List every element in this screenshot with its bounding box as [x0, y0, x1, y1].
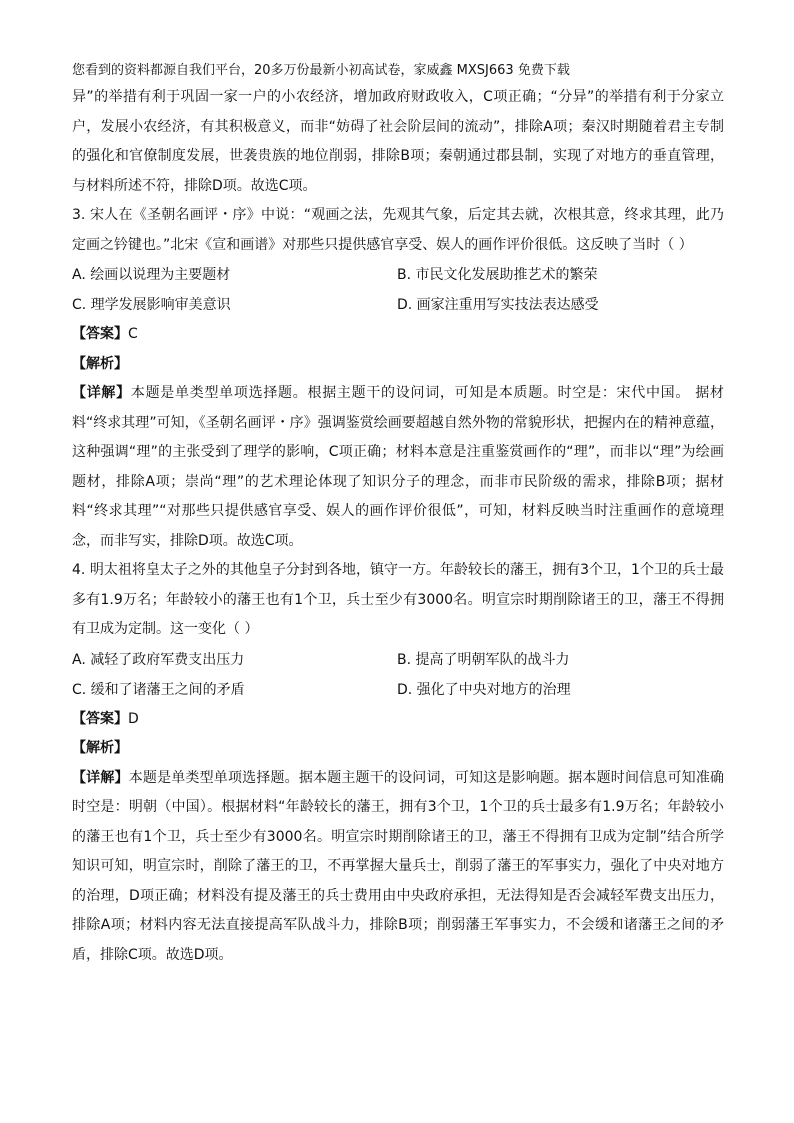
q3-option-a: A. 绘画以说理为主要题材 [72, 267, 231, 283]
q4-answer-label: 【答案】 [72, 710, 128, 727]
q4-answer-line [72, 705, 724, 735]
q3-option-d: D. 画家注重用写实技法表达感受 [397, 297, 599, 313]
q4-detail-text: 本题是单类型单项选择题。据本题主题干的设问词，可知这是影响题。据本题时间信息可知准确时空是：明朝（中国）。根据材料“年龄较长的藩王，拥有3个卫，1个卫的兵士最多有1.9万名；年龄较小的藩王也有1个卫，兵士至少有3000名。明宣宗时期削除诸王的卫，藩王不得拥有卫成为定制”结合所学知识可知，明宣宗时，削除了藩王的卫，不再掌握大量兵士，削弱了藩王的军事实力，强化了中央对地方的治理，D项正确；材料没有提及藩王的兵士费用由中央政府承担，无法得知是否会减轻军费支出压力，排除A项；材料内容无法直接提高军队战斗力，排除B项；削弱藩王军事实力，不会缓和诸藩王之间的矛盾，排除C项。故选D项。 [72, 769, 725, 963]
q3-answer-line [72, 320, 724, 350]
q4-option-b: B. 提高了明朝军队的战斗力 [397, 651, 570, 668]
q3-detail-label: 【详解】 [72, 385, 131, 401]
q4-option-d: D. 强化了中央对地方的治理 [397, 681, 571, 698]
source-header-note: 您看到的资料都源自我们平台，20多万份最新小初高试卷，家威鑫 MXSJ663 免费下载 [72, 63, 570, 78]
q3-option-c: C. 理学发展影响审美意识 [72, 297, 231, 313]
previous-explanation-continuation: 异”的举措有利于巩固一家一户的小农经济，增加政府财政收入，C项正确；“分异”的举措有利于分家立户，发展小农经济，有其积极意义，而非“妨碍了社会阶层间的流动”，排除A项；秦汉时期随着君主专制的强化和官僚制度发展，世袭贵族的地位削弱，排除B项；秦朝通过郡县制，实现了对地方的垂直管理，与材料所述不符，排除D项。故选C项。 [72, 89, 724, 194]
question-3-stem: 3. 宋人在《圣朝名画评・序》中说：“观画之法，先观其气象，后定其去就，次根其意，终求其理，此乃定画之钤键也。”北宋《宣和画谱》对那些只提供感官享受、娱人的画作评价很低。这反映了当时（ ） [72, 207, 724, 253]
q4-detail-label: 【详解】 [72, 769, 129, 786]
q3-analysis-label: 【解析】 [72, 355, 128, 372]
q3-option-b: B. 市民文化发展助推艺术的繁荣 [397, 267, 598, 283]
q4-analysis-label: 【解析】 [72, 740, 128, 756]
question-4-options [72, 645, 724, 705]
q3-analysis-line [72, 350, 724, 380]
q4-detail-paragraph [72, 764, 724, 971]
question-4-stem: 4. 明太祖将皇太子之外的其他皇子分封到各地，镇守一方。年龄较长的藩王，拥有3个卫，1个卫的兵士最多有1.9万名；年龄较小的藩王也有1个卫，兵士至少有3000名。明宣宗时期削除诸王的卫，藩王不得拥有卫成为定制。这一变化（ ） [72, 562, 724, 637]
q3-detail-paragraph [72, 379, 724, 556]
q4-option-a: A. 减轻了政府军费支出压力 [72, 651, 245, 668]
q3-detail-text: 本题是单类型单项选择题。根据主题干的设问词，可知是本质题。时空是：宋代中国。 据材料“终求其理”可知，《圣朝名画评・序》强调鉴赏绘画要超越自然外物的常貌形状，把握内在的精神意蕴，这种强调“理”的主张受到了理学的影响，C项正确；材料本意是注重鉴赏画作的“理”，而非以“理”为绘画题材，排除A项；崇尚“理”的艺术理论体现了知识分子的理念，而非市民阶级的需求，排除B项；据材料“终求其理”“对那些只提供感官享受、娱人的画作评价很低”，可知，材料反映当时注重画作的意境理念，而非写实，排除D项。故选C项。 [72, 385, 725, 549]
q4-analysis-line [72, 734, 724, 764]
q3-answer-value: C [128, 326, 138, 342]
q4-option-c: C. 缓和了诸藩王之间的矛盾 [72, 681, 245, 698]
q4-answer-value: D [128, 710, 139, 727]
document-page [72, 60, 724, 970]
q3-answer-label: 【答案】 [72, 326, 128, 342]
question-3-options [72, 260, 724, 320]
